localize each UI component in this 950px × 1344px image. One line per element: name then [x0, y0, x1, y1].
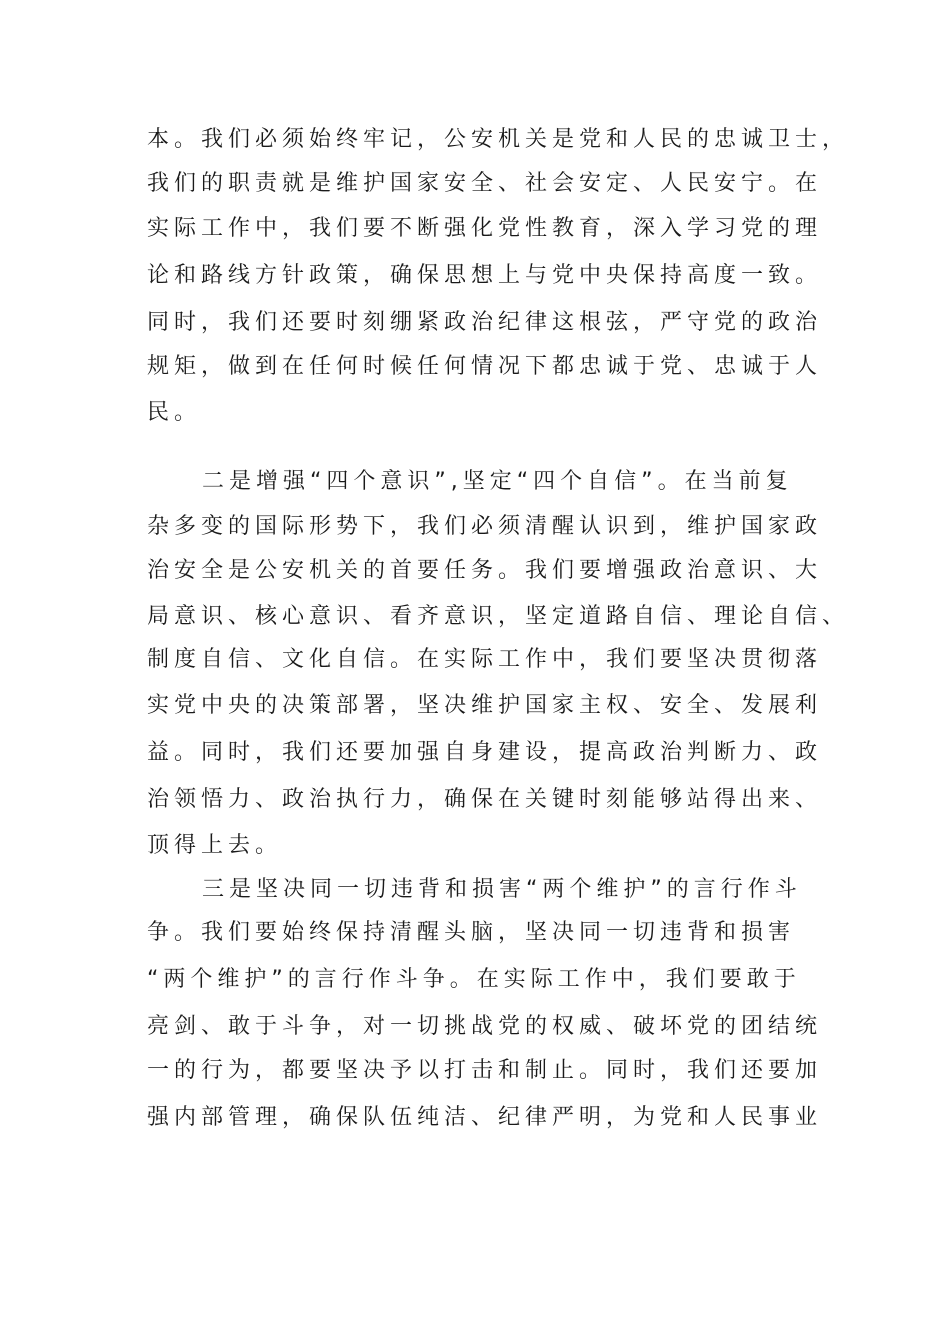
- text-line: 实际工作中，我们要不断强化党性教育，深入学习党的理: [147, 216, 823, 241]
- text-line: 顶得上去。: [147, 833, 283, 858]
- text-line: “两个维护”的言行作斗争。在实际工作中，我们要敢于: [147, 967, 801, 992]
- text-line: 治领悟力、政治执行力，确保在关键时刻能够站得出来、: [147, 787, 823, 812]
- text-line: 亮剑、敢于斗争，对一切挑战党的权威、破坏党的团结统: [147, 1014, 823, 1039]
- text-line: 我们的职责就是维护国家安全、社会安定、人民安宁。在: [147, 171, 823, 196]
- text-line: 民。: [147, 400, 202, 425]
- text-line: 规矩，做到在任何时候任何情况下都忠诚于党、忠诚于人: [147, 354, 823, 379]
- text-line: 三是坚决同一切违背和损害“两个维护”的言行作斗: [202, 877, 802, 902]
- text-line: 同时，我们还要时刻绷紧政治纪律这根弦，严守党的政治: [147, 310, 823, 335]
- text-line: 治安全是公安机关的首要任务。我们要增强政治意识、大: [147, 558, 823, 583]
- text-line: 争。我们要始终保持清醒头脑，坚决同一切违背和损害: [147, 920, 796, 945]
- text-line: 实党中央的决策部署，坚决维护国家主权、安全、发展利: [147, 693, 823, 718]
- text-line: 局意识、核心意识、看齐意识，坚定道路自信、理论自信、: [147, 604, 850, 629]
- text-line: 论和路线方针政策，确保思想上与党中央保持高度一致。: [147, 263, 823, 288]
- text-line: 制度自信、文化自信。在实际工作中，我们要坚决贯彻落: [147, 647, 823, 672]
- text-line: 二是增强“四个意识”,坚定“四个自信”。在当前复: [202, 469, 793, 494]
- text-line: 益。同时，我们还要加强自身建设，提高政治判断力、政: [147, 740, 823, 765]
- text-line: 杂多变的国际形势下，我们必须清醒认识到，维护国家政: [147, 514, 823, 539]
- text-line: 一的行为，都要坚决予以打击和制止。同时，我们还要加: [147, 1058, 823, 1083]
- text-line: 强内部管理，确保队伍纯洁、纪律严明，为党和人民事业: [147, 1105, 823, 1130]
- text-line: 本。我们必须始终牢记，公安机关是党和人民的忠诚卫士，: [147, 127, 850, 152]
